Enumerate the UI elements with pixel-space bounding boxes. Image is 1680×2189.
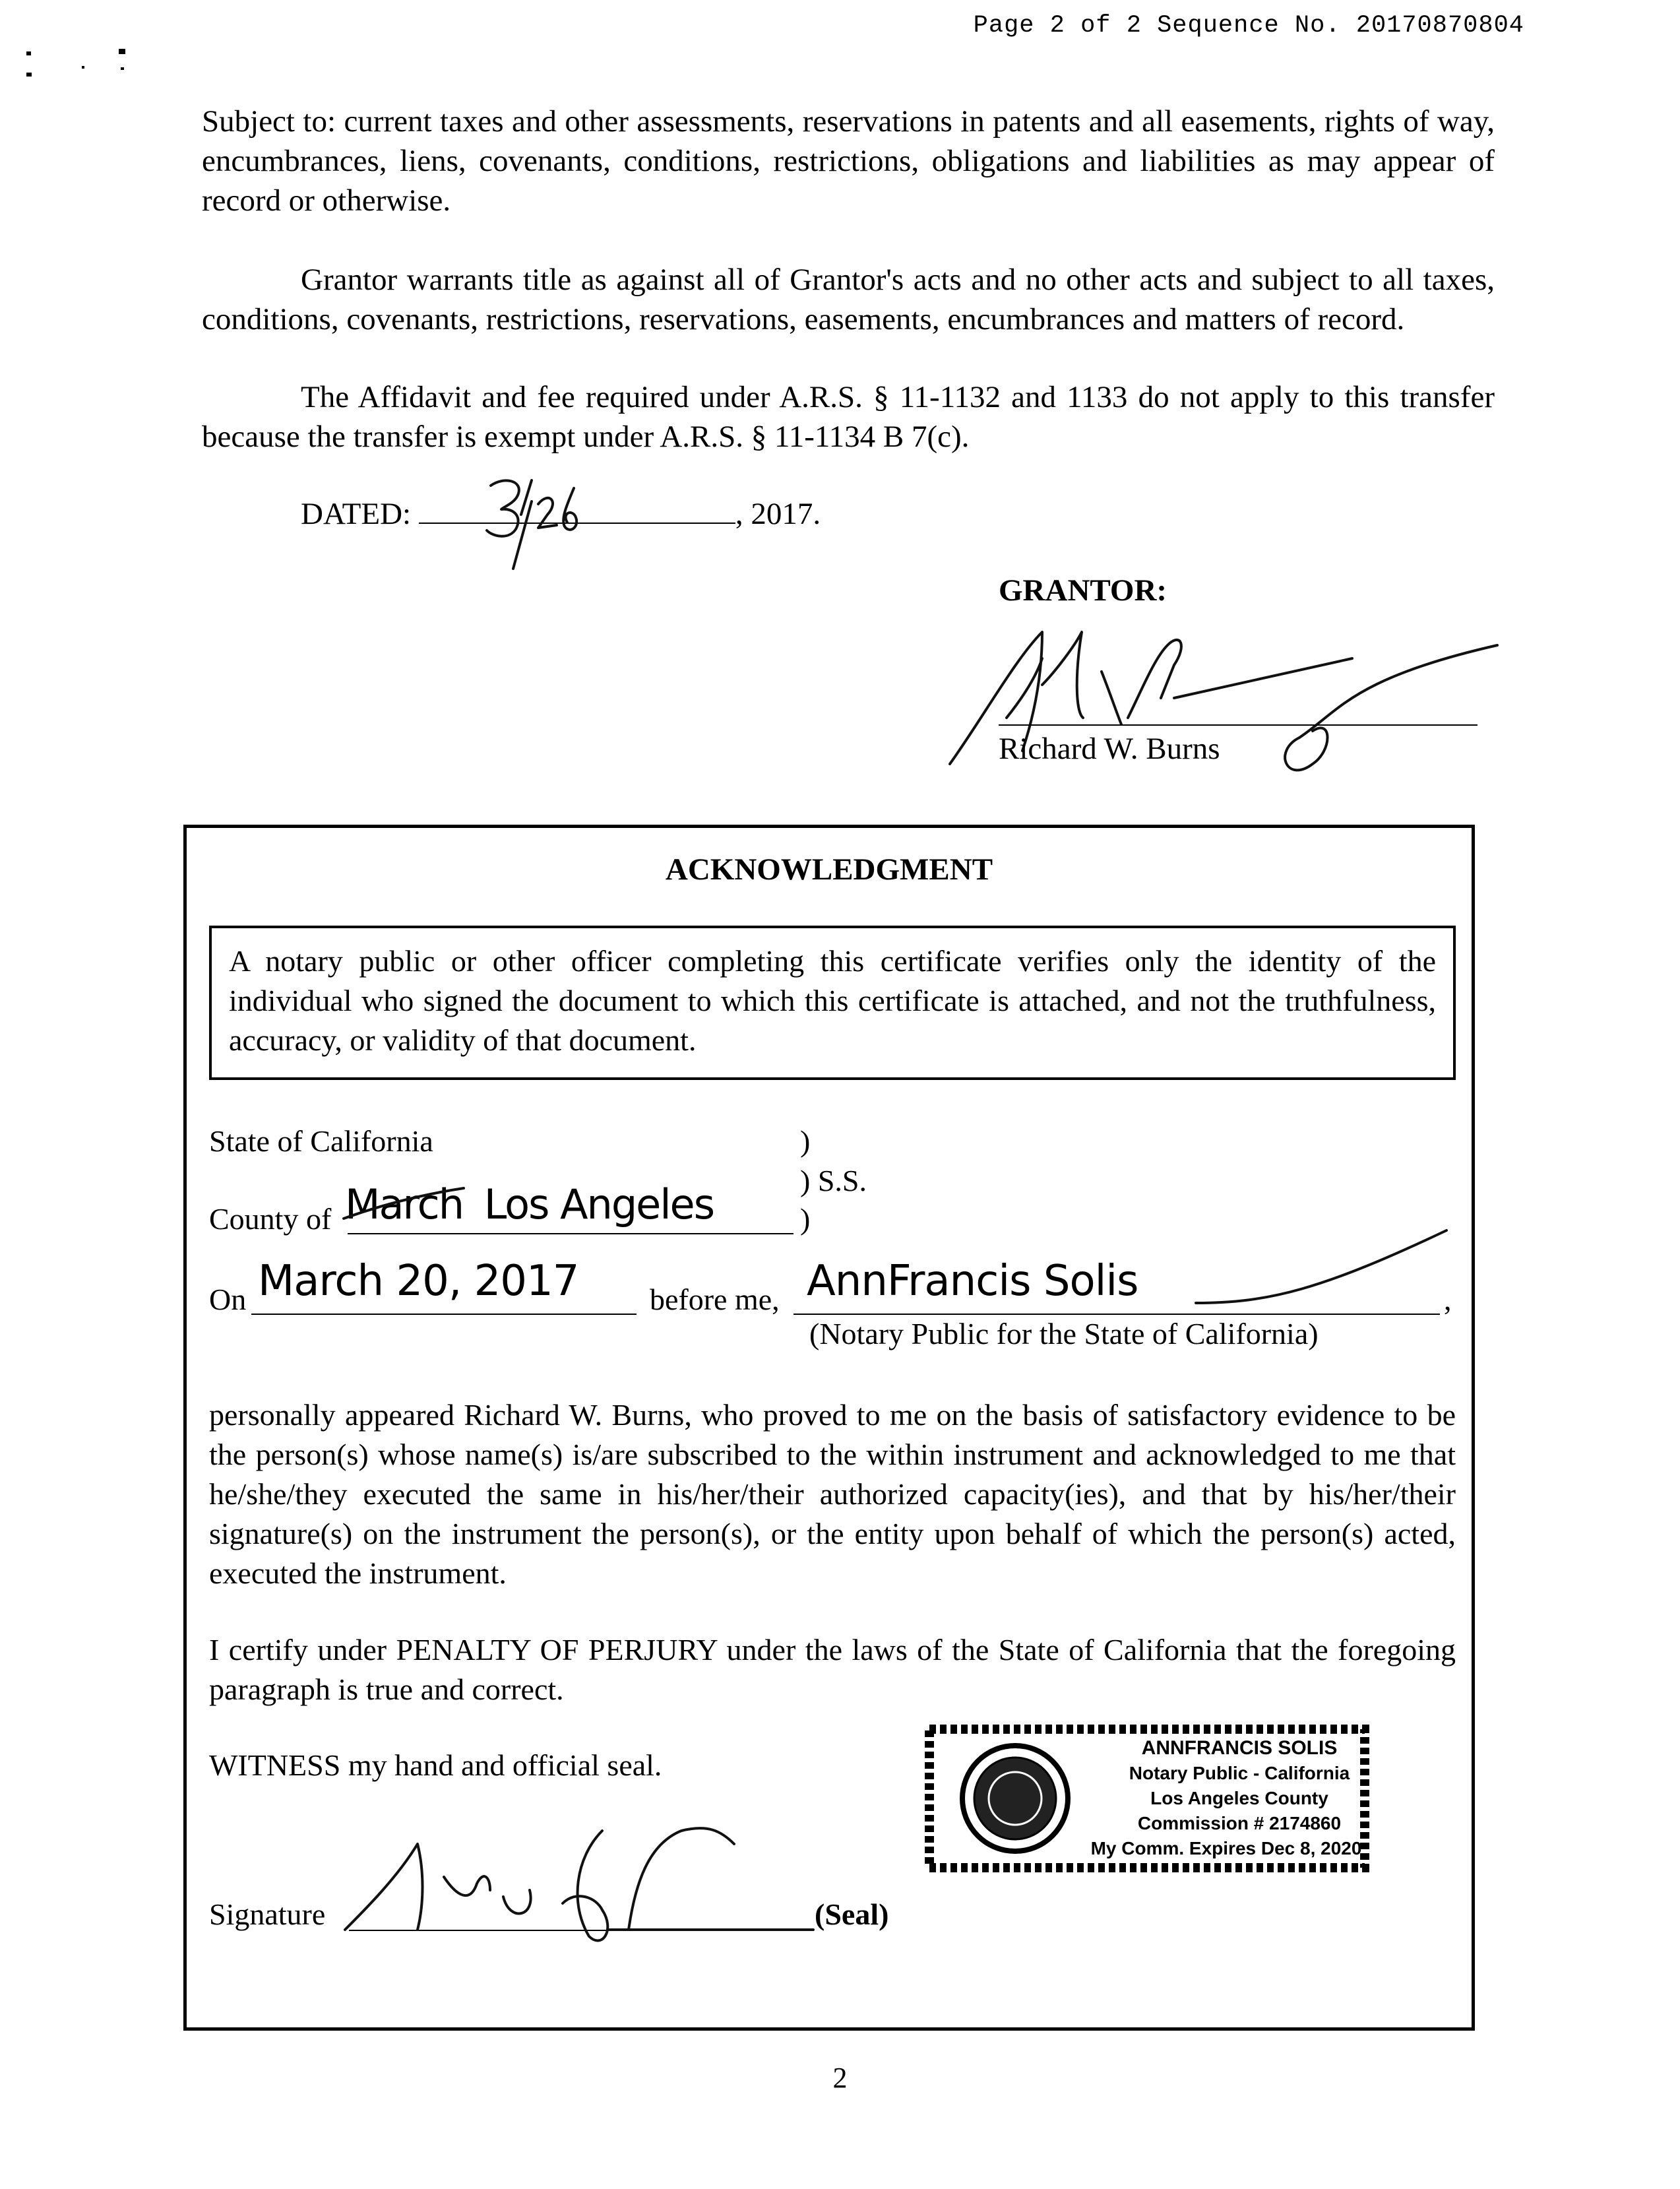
perjury-paragraph: I certify under PENALTY OF PERJURY under the laws of the State of California that the foregoing paragraph is true and correct. — [209, 1633, 1456, 1706]
notary-name-flourish — [1189, 1224, 1453, 1316]
acknowledgment-box — [183, 825, 1475, 2031]
seal-label: (Seal) — [815, 1897, 889, 1931]
notary-signature — [325, 1818, 826, 1950]
venue-paren-1: ) — [800, 1124, 811, 1158]
witness-text: WITNESS my hand and official seal. — [209, 1748, 662, 1782]
page-number: 2 — [832, 2062, 848, 2094]
dated-handwritten-date — [475, 475, 607, 574]
state-label: State of California — [209, 1124, 433, 1158]
notary-name-handwritten: AnnFrancis Solis — [807, 1257, 1138, 1306]
venue-paren-2: ) — [800, 1202, 811, 1236]
stamp-line2: Notary Public - California — [1129, 1763, 1350, 1783]
warranty-paragraph: Grantor warrants title as against all of Grantor's acts and no other acts and subject to all taxes, conditions, covenants, restrictions, reservations, easements, encumbrances and matters of record. — [202, 263, 1495, 336]
notary-notice-box — [209, 926, 1456, 1080]
stamp-line4: Commission # 2174860 — [1137, 1813, 1342, 1833]
personally-appeared-paragraph: personally appeared Richard W. Burns, who proved to me on the basis of satisfactory evidence to be the person(s) whose name(s) is/are subscribed to the within instrument and acknowledged to me that he/she/they executed the same in his/her/their authorized capacity(ies), and that by his/her/their signature(s) on the instrument the person(s), or the entity upon behalf of which the person(s) acted, executed the instrument. — [209, 1398, 1456, 1590]
on-label: On — [209, 1283, 247, 1316]
dated-year: , 2017. — [735, 497, 821, 531]
subject-to-paragraph: Subject to: current taxes and other assessments, reservations in patents and all easements, rights of way, encumbrances, liens, covenants, conditions, restrictions, obligations and liabilities as may appear of record or otherwise. — [202, 104, 1495, 218]
stamp-line3: Los Angeles County — [1150, 1788, 1328, 1808]
before-me-label: before me, — [650, 1283, 780, 1316]
affidavit-paragraph: The Affidavit and fee required under A.R.S. § 11-1132 and 1133 do not apply to this transfer because the transfer is exempt under A.R.S. § 11-1134 B 7(c). — [202, 380, 1495, 454]
dated-label: DATED: — [301, 497, 412, 531]
county-field — [348, 1233, 793, 1234]
notary-notice-text: A notary public or other officer completing this certificate verifies only the identity of the individual who signed the document to which this certificate is attached, and not the truthfulness, accuracy, or validity of that document. — [229, 944, 1436, 1057]
stamp-line5: My Comm. Expires Dec 8, 2020 — [1090, 1838, 1362, 1858]
notary-caption: (Notary Public for the State of California) — [809, 1317, 1319, 1350]
county-handwritten: March Los Angeles — [345, 1180, 714, 1228]
grantor-name: Richard W. Burns — [999, 732, 1220, 766]
on-date-field — [251, 1314, 637, 1315]
grantor-label: GRANTOR: — [999, 573, 1167, 608]
on-date-handwritten: March 20, 2017 — [258, 1257, 579, 1306]
notary-comma: , — [1444, 1283, 1452, 1316]
stamp-name: ANNFRANCIS SOLIS — [1141, 1737, 1338, 1759]
grantor-signature-line — [999, 724, 1478, 726]
acknowledgment-title: ACKNOWLEDGMENT — [665, 852, 993, 887]
venue-ss: ) S.S. — [800, 1164, 867, 1197]
scan-specks — [0, 40, 158, 92]
county-label: County of — [209, 1202, 332, 1236]
page-sequence-header: Page 2 of 2 Sequence No. 20170870804 — [973, 12, 1524, 40]
signature-label: Signature — [209, 1897, 326, 1931]
notary-seal-stamp — [916, 1716, 1378, 1881]
county-struck-word: March — [345, 1180, 463, 1228]
